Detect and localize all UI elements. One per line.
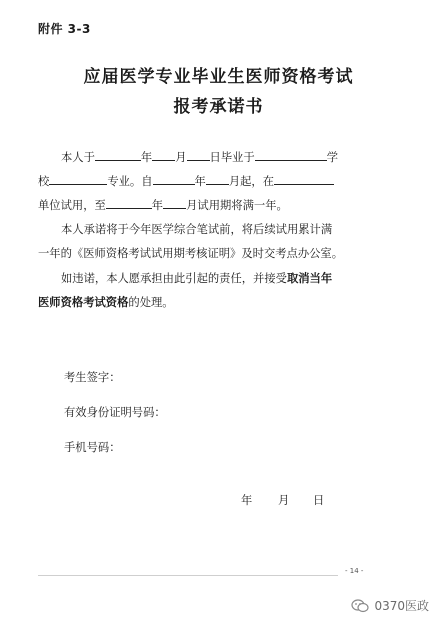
commitment-body [38,146,410,314]
paragraph-2-line-2: 一年的《医师资格考试试用期考核证明》及时交考点办公室。 [38,247,344,260]
annex-label: 附件 3-3 [38,22,91,36]
watermark [351,597,429,614]
wechat-icon [351,599,369,613]
paragraph-3-line-1: 如违诺，本人愿承担由此引起的责任，并接受取消当年 [61,271,333,285]
paragraph-3-line-2: 医师资格考试资格的处理。 [38,295,174,309]
trial-start-year-blank [153,170,195,185]
paragraph-2-line-1: 本人承诺将于今年医学综合笔试前，将后续试用累计满 [61,223,333,236]
bold-cancel-text: 取消当年 [286,271,333,285]
trial-end-year-blank [106,194,152,209]
date-day: 日 [313,494,325,507]
document-title: 应届医学专业毕业生医师资格考试 [83,67,354,87]
major-blank [49,170,107,185]
candidate-signature-label: 考生签字： [64,371,121,384]
trial-end-month-blank [163,194,186,209]
phone-number-label: 手机号码： [64,441,121,454]
employer-blank [274,170,334,185]
id-number-label: 有效身份证明号码： [64,406,166,419]
school-blank [255,146,327,161]
date-month: 月 [278,494,290,507]
graduation-day-blank [187,146,210,161]
paragraph-1-line-3: 单位试用，至 年 月试用期将满一年。 [38,194,410,218]
date-year: 年 [241,494,253,507]
trial-start-month-blank [206,170,229,185]
paragraph-1-line-1: 本人于 年 月 日毕业于 学 [38,146,410,170]
graduation-year-blank [95,146,141,161]
footer-divider [38,575,338,576]
page-number: - 14 - [345,567,364,575]
document-subtitle: 报考承诺书 [173,97,264,117]
paragraph-1-line-2: 校 专业。自 年 月起，在 [38,170,410,194]
watermark-text: 0370医政 [374,599,429,613]
bold-qualification-text: 医师资格考试资格 [38,295,129,309]
graduation-month-blank [152,146,175,161]
